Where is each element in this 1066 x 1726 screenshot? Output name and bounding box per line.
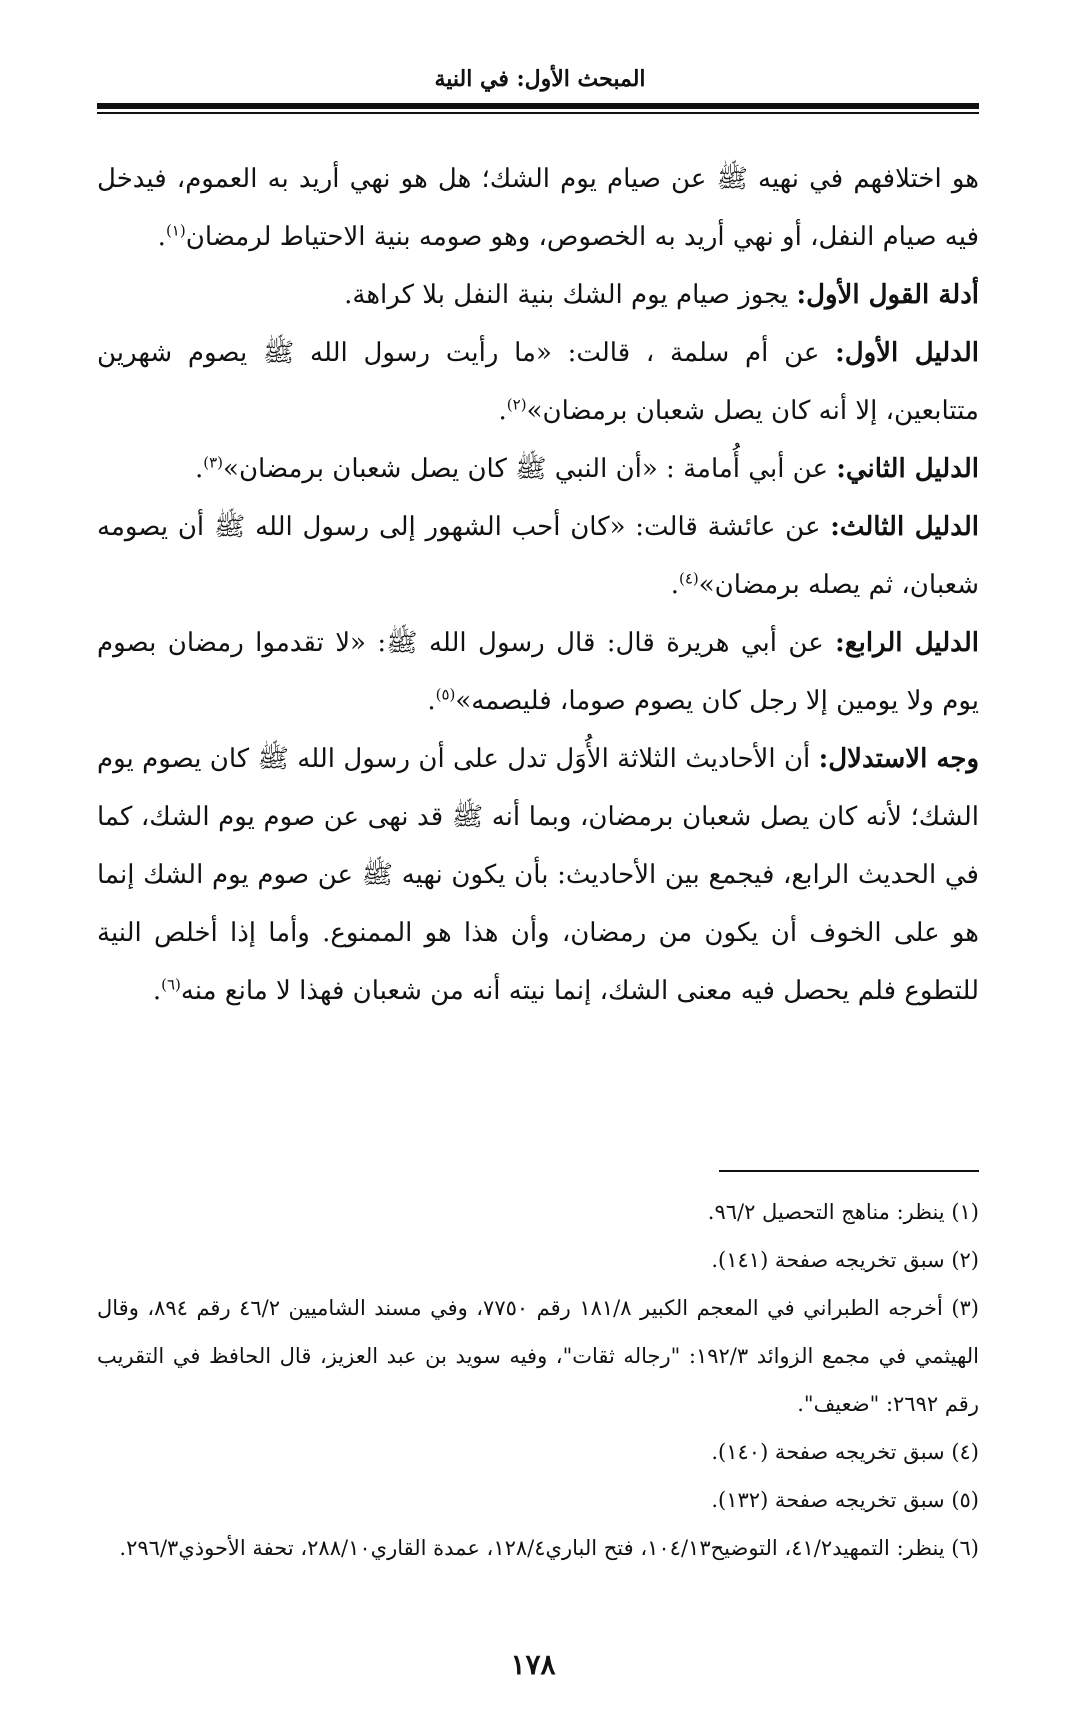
paragraph-lead: وجه الاستدلال: <box>818 744 979 774</box>
footnote-ref[interactable]: (٥) <box>435 685 456 704</box>
running-header: المبحث الأول: في النية <box>434 66 646 92</box>
paragraph-end: . <box>157 222 166 252</box>
footnote-ref[interactable]: (١) <box>165 221 186 240</box>
header-rule-thin <box>97 112 979 114</box>
paragraph-text: هو اختلافهم في نهيه ﷺ عن صيام يوم الشك؛ هل هو نهي أريد به العموم، فيدخل فيه صيام النفل، أو نهي أريد به الخصوص، وهو صومه بنية الاحتياط لرمضان <box>97 164 979 252</box>
footnotes <box>97 1188 979 1572</box>
footnote-item: (٢) سبق تخريجه صفحة (١٤١). <box>711 1248 979 1272</box>
footnote-ref[interactable]: (٢) <box>506 395 527 414</box>
paragraph-lead: أدلة القول الأول: <box>796 280 979 310</box>
paragraph-text: عن أبي هريرة قال: قال رسول الله ﷺ: «لا تقدموا رمضان بصوم يوم ولا يومين إلا رجل كان يصوم صوما، فليصمه» <box>97 628 979 716</box>
paragraph-end: . <box>427 686 436 716</box>
paragraph <box>97 498 979 614</box>
main-text <box>97 150 979 1020</box>
footnote-ref[interactable]: (٣) <box>203 453 224 472</box>
paragraph-end: . <box>670 570 679 600</box>
footnote-item: (٦) ينظر: التمهيد٤١/٢، التوضيح١٠٤/١٣، فتح الباري١٢٨/٤، عمدة القاري٢٨٨/١٠، تحفة الأحوذي٢٩٦/٣. <box>119 1536 979 1560</box>
paragraph-text: عن أبي أُمامة : «أن النبي ﷺ كان يصل شعبان برمضان» <box>223 454 837 484</box>
footnote-item: (٤) سبق تخريجه صفحة (١٤٠). <box>711 1440 979 1464</box>
paragraph-lead: الدليل الثاني: <box>836 454 979 484</box>
paragraph <box>97 730 979 1020</box>
footnote-ref[interactable]: (٦) <box>161 975 181 994</box>
paragraph-text: عن عائشة قالت: «كان أحب الشهور إلى رسول الله ﷺ أن يصومه شعبان، ثم يصله برمضان» <box>97 512 979 600</box>
paragraph <box>97 440 979 498</box>
paragraph-lead: الدليل الأول: <box>835 338 979 368</box>
paragraph-lead: الدليل الرابع: <box>835 628 979 658</box>
header-rule <box>97 103 979 109</box>
paragraph-lead: الدليل الثالث: <box>830 512 979 542</box>
footnote-item: (١) ينظر: مناهج التحصيل ٩٦/٢. <box>707 1200 979 1224</box>
paragraph-text: أن الأحاديث الثلاثة الأُوَل تدل على أن رسول الله ﷺ كان يصوم يوم الشك؛ لأنه كان يصل شعبان برمضان، وبما أنه ﷺ قد نهى عن صوم يوم الشك، كما في الحديث الرابع، فيجمع بين الأحاديث: بأن يكون نهيه ﷺ عن صوم يوم الشك إنما هو على الخوف أن يكون من رمضان، وأن هذا هو الممنوع. وأما إذا أخلص النية للتطوع فلم يحصل فيه معنى الشك، إنما نيته أنه من شعبان فهذا لا مانع منه <box>97 744 979 1006</box>
paragraph <box>97 614 979 730</box>
footnote-separator <box>719 1170 979 1172</box>
paragraph <box>97 266 979 324</box>
paragraph-end: . <box>194 454 204 484</box>
footnote-item: (٣) أخرجه الطبراني في المعجم الكبير ١٨١/٨ رقم ٧٧٥٠، وفي مسند الشاميين ٤٦/٢ رقم ٨٩٤، وقال الهيثمي في مجمع الزوائد ١٩٢/٣: "رجاله ثقات"، وفيه سويد بن عبد العزيز، قال الحافظ في التقريب رقم ٢٦٩٢: "ضعيف". <box>97 1296 979 1416</box>
paragraph-end: . <box>152 976 162 1006</box>
footnote-ref[interactable]: (٤) <box>678 569 699 588</box>
footnote-item: (٥) سبق تخريجه صفحة (١٣٢). <box>711 1488 979 1512</box>
page-number: ١٧٨ <box>510 1648 556 1681</box>
paragraph-text: عن أم سلمة ، قالت: «ما رأيت رسول الله ﷺ يصوم شهرين متتابعين، إلا أنه كان يصل شعبان برمضان» <box>97 338 979 426</box>
paragraph <box>97 324 979 440</box>
paragraph-end: . <box>498 396 507 426</box>
paragraph-text: يجوز صيام يوم الشك بنية النفل بلا كراهة. <box>344 280 797 310</box>
paragraph <box>97 150 979 266</box>
